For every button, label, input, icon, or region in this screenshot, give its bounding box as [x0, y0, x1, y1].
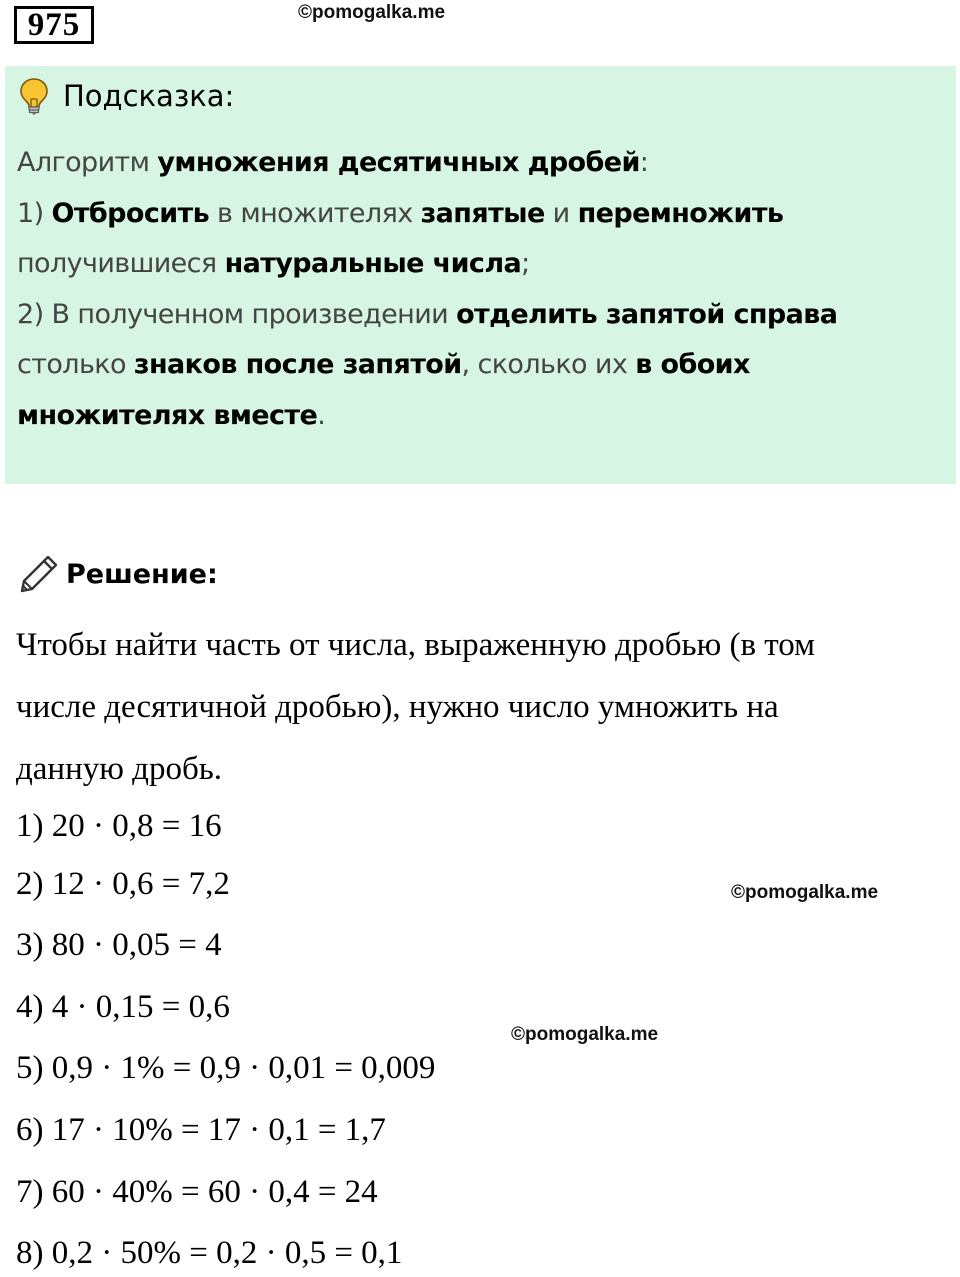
hint-emphasis: натуральные числа: [224, 248, 522, 279]
solution-step: 3) 80 · 0,05 = 4: [16, 927, 222, 963]
solution-step: 1) 20 · 0,8 = 16: [16, 808, 222, 844]
hint-panel: [5, 66, 956, 484]
hint-segment: .: [317, 399, 326, 431]
solution-header: [18, 552, 218, 596]
solution-step: 5) 0,9 · 1% = 0,9 · 0,01 = 0,009: [16, 1050, 436, 1086]
solution-step: 6) 17 · 10% = 17 · 0,1 = 1,7: [16, 1112, 386, 1148]
solution-intro: [16, 614, 916, 800]
hint-emphasis: запятые: [420, 197, 545, 229]
lightbulb-icon: [19, 77, 49, 115]
intro-line: числе десятичной дробью), нужно число умножить на: [16, 689, 779, 725]
hint-segment: получившиеся: [17, 248, 225, 279]
hint-segment: в множителях: [209, 197, 421, 229]
hint-segment: 2) В полученном произведении: [17, 298, 457, 330]
hint-emphasis: перемножить: [577, 197, 784, 229]
hint-text: [17, 138, 937, 441]
hint-segment: :: [639, 147, 649, 178]
hint-segment: и: [544, 197, 578, 229]
solution-step: 7) 60 · 40% = 60 · 0,4 = 24: [16, 1174, 378, 1210]
hint-segment: столько: [17, 349, 134, 380]
watermark: ©pomogalka.me: [731, 882, 879, 903]
hint-emphasis: знаков после запятой: [133, 349, 462, 380]
solution-step: 2) 12 · 0,6 = 7,2: [16, 866, 230, 902]
hint-emphasis: Отбросить: [51, 197, 210, 229]
intro-line: данную дробь.: [16, 751, 223, 787]
hint-emphasis: множителях вместе: [17, 399, 318, 431]
hint-emphasis: в обоих: [635, 349, 750, 380]
solution-step: 4) 4 · 0,15 = 0,6: [16, 989, 230, 1025]
hint-segment: , сколько их: [461, 349, 636, 380]
solution-step: 8) 0,2 · 50% = 0,2 · 0,5 = 0,1: [16, 1235, 403, 1271]
task-number: 975: [14, 6, 94, 44]
hint-segment: 1): [17, 197, 52, 229]
hint-segment: ;: [521, 248, 530, 279]
hint-title: Подсказка:: [63, 79, 235, 113]
intro-line: Чтобы найти часть от числа, выраженную дробью (в том: [16, 627, 816, 663]
watermark: ©pomogalka.me: [298, 2, 446, 23]
hint-emphasis: отделить запятой справа: [456, 298, 838, 330]
hint-emphasis: умножения десятичных дробей: [157, 147, 640, 178]
watermark: ©pomogalka.me: [511, 1024, 659, 1045]
hint-header: [19, 76, 234, 116]
solution-title: Решение:: [66, 558, 218, 590]
pencil-icon: [18, 553, 60, 595]
hint-segment: Алгоритм: [17, 147, 158, 178]
